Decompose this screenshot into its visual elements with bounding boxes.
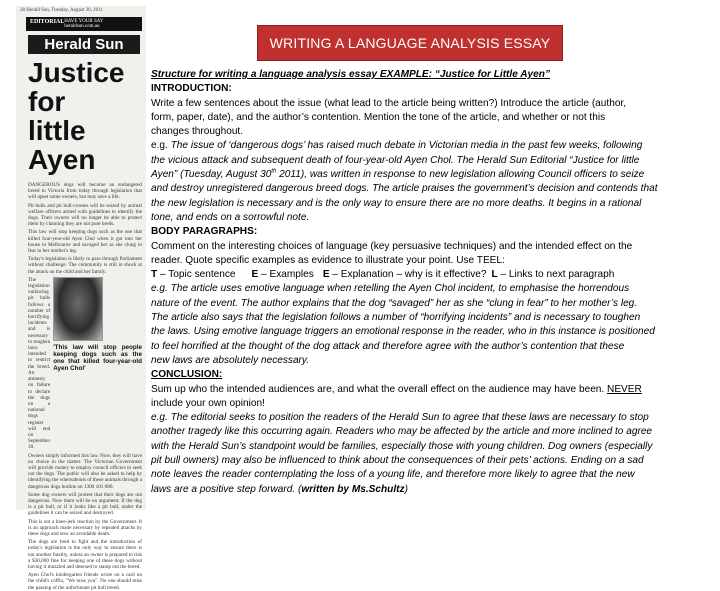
author-credit: written by Ms.Schultz: [301, 483, 405, 495]
conclusion-example-line: note leaves the reader contemplating the loss of a young life, and therefore more likely to agree that the new: [151, 469, 635, 481]
body-example-line: The article also says that the legislation follows a number of “horrifying incidents” and is necessary to toughen: [151, 312, 641, 324]
clipping-dateline: 28 Herald Sun, Tuesday, August 30, 2011: [20, 8, 103, 13]
teel-e1-text: – Examples: [258, 269, 314, 281]
body-line: Comment on the interesting choices of language (key persuasive techniques) and the intended effect on the: [151, 240, 633, 252]
conclusion-text: Sum up who the intended audiences are, and what the overall effect on the audience may have been.: [151, 383, 608, 395]
intro-example-line: and destroy unregistered dangerous breed dogs. The article praises the government’s decision and contends that: [151, 183, 658, 195]
clipping-paragraph: DANGEROUS dogs will become an endangered breed in Victoria from today through legislation that will upset some owners, but may save a life.: [28, 182, 142, 201]
intro-example-text: Ayen” (Tuesday, August 30: [151, 169, 272, 181]
headline-line-2: little Ayen: [28, 115, 96, 175]
intro-example-line: the new legislation is necessary and is the only way to ensure there are no more deaths. It begins in a rational: [151, 197, 642, 209]
teel-e1: E: [251, 269, 259, 281]
intro-example-line: [151, 168, 705, 182]
body-example-line: the laws. Using emotive language triggers an emotional response in the reader, who in this instance is positioned: [151, 326, 655, 338]
teel-t-text: – Topic sentence: [157, 269, 236, 281]
clipping-photo-row: [28, 277, 142, 451]
child-photo: [53, 277, 103, 341]
intro-example-text: 2011), was written in response to new legislation allowing Council officers to seize: [276, 169, 645, 181]
headline-line-1: Justice for: [28, 57, 125, 117]
teel-l-text: – Links to next paragraph: [497, 269, 615, 281]
clipping-body: [28, 182, 142, 591]
body-example-line: e.g. The article uses emotive language when retelling the Ayen Chol incident, to emphasise the horrendous: [151, 283, 630, 295]
body-example-line: to feel horrified at the thought of the dog attack and therefore agree with the author’s contention that these: [151, 340, 625, 352]
conclusion-example-line: another tragedy like this occurring again. Readers who may be affected by the article and more inclined to agree: [151, 426, 653, 438]
editorial-label: EDITORIAL: [30, 19, 65, 25]
conclusion-line: include your own opinion!: [151, 397, 265, 409]
conclusion-example-line: with the Herald Sun’s standpoint would be families, especially those with young children. Dog owners (especially: [151, 440, 653, 452]
teel-line: [151, 268, 705, 282]
intro-example-text: The issue of ‘dangerous dogs’ has raised much debate in Victorian media in the past few weeks, following: [170, 140, 643, 152]
intro-line: changes throughout.: [151, 126, 244, 138]
intro-example-line: the vicious attack and subsequent death of four-year-old Ayen Chol. The Herald Sun Editorial “Justice for little: [151, 154, 640, 166]
intro-example-line: [151, 139, 705, 153]
body-example-line: nature of the event. The author explains that the dog “savaged” her as she “clung in fear” to her mother’s leg.: [151, 297, 638, 309]
date-superscript: th: [271, 168, 277, 175]
clipping-masthead: Herald Sun: [28, 35, 140, 54]
clipping-paragraph: Owners simply informed this law. Now, they will have no choice in the matter. The Victorian Government will provide money to employ council officers to seek out the dogs. The public will also be asked to help by identifying the whereabouts of these animals through a dangerous dogs hotline on 1300 101 080.: [28, 452, 142, 490]
editorial-tag: HAVE YOUR SAY heraldsun.com.au: [64, 19, 104, 29]
clipping-editorial-bar: [26, 17, 142, 31]
clipping-paragraph: This law will stop keeping dogs such as the one that killed four-year-old Ayen Chol when it got into her house in Melbourne and savaged her as she clung in fear to her mother's leg.: [28, 229, 142, 255]
clipping-paragraph: Some dog owners will protest that their dogs are not dangerous. Now there will be no argument. If the dog is a pit bull, or if it looks like a pit bull, under the guidelines it can be seized and destroyed.: [28, 491, 142, 517]
intro-example-line: tone, and ends on a sorrowful note.: [151, 211, 310, 223]
newspaper-clipping: [16, 6, 146, 591]
conclusion-example-text: laws are a positive step forward. (: [151, 483, 302, 495]
conclusion-example-line: pit bull owners) may also be influenced to think about the consequences of their pets’ actions. Ending on a sad: [151, 455, 644, 467]
structure-heading: Structure for writing a language analysis essay EXAMPLE: “Justice for Little Ayen”: [151, 69, 550, 80]
clipping-paragraph: The dogs are bred to fight and the introduction of today's legislation is the only way to ensure there is not another fatality, unless an owner is prepared to risk a $30,000 fine for keeping one of these dogs without having it muzzled and desexed to stamp out the breed.: [28, 539, 142, 570]
never-emphasis: NEVER: [607, 383, 642, 395]
teel-t: T: [151, 269, 158, 281]
eg-prefix: e.g.: [151, 140, 171, 152]
closing-paren: ): [404, 483, 408, 495]
body-heading: BODY PARAGRAPHS:: [151, 226, 258, 238]
teel-e2: E: [322, 269, 330, 281]
slide-title: WRITING A LANGUAGE ANALYSIS ESSAY: [257, 25, 563, 61]
teel-l: L: [491, 269, 498, 281]
conclusion-example-line: e.g. The editorial seeks to position the readers of the Herald Sun to agree that these laws are necessary to stop: [151, 412, 649, 424]
clipping-caption: 'This law will stop people keeping dogs such as the one that killed four-year-old Ayen Chol': [53, 343, 142, 372]
conclusion-heading: CONCLUSION:: [151, 369, 223, 381]
clipping-paragraph: This is not a knee-jerk reaction by the Government. It is an approach made necessary by repeated attacks by these dogs and now an avoidable death.: [28, 518, 142, 537]
clipping-headline: [28, 58, 140, 174]
teel-e2-text: – Explanation – why is it effective?: [329, 269, 487, 281]
conclusion-line: [151, 383, 705, 397]
essay-guide: [151, 68, 705, 497]
intro-line: Write a few sentences about the issue (what lead to the article being written?) Introduce the article (author,: [151, 97, 627, 109]
clipping-paragraph: Ayen Chol's kindergarten friends wrote on a card on the child's coffin, "We miss you". No one should miss the passing of the unfortunate pit bull breed.: [28, 572, 142, 591]
clipping-paragraph: Pit bulls and pit bull-crosses will be seized by animal welfare officers armed with guidelines to identify the dogs. Their owners will no longer be able to protect them by claiming they are not pure breds.: [28, 202, 142, 228]
intro-heading: INTRODUCTION:: [151, 83, 232, 95]
body-line: reader. Quote specific examples as evidence to illustrate your point. Use TEEL:: [151, 254, 505, 266]
clipping-paragraph: Today's legislation is likely to pass through Parliament without challenge. The community is still in shock at the attack on the child and her family.: [28, 256, 142, 275]
intro-line: form, paper, date), and the author’s contention. Mention the tone of the article, and whether or not this: [151, 111, 606, 123]
clipping-photo-side-text: The legislation outlawing pit bulls follows a number of horrifying incidents and is necessary to toughen laws intended to restrict the breed. An amnesty on failure to declare the dogs on a national dogs register will end on September 30.: [28, 276, 51, 451]
clipping-photo-block: [53, 277, 142, 451]
conclusion-example-line: [151, 483, 705, 497]
body-example-line: new laws are absolutely necessary.: [151, 354, 310, 366]
